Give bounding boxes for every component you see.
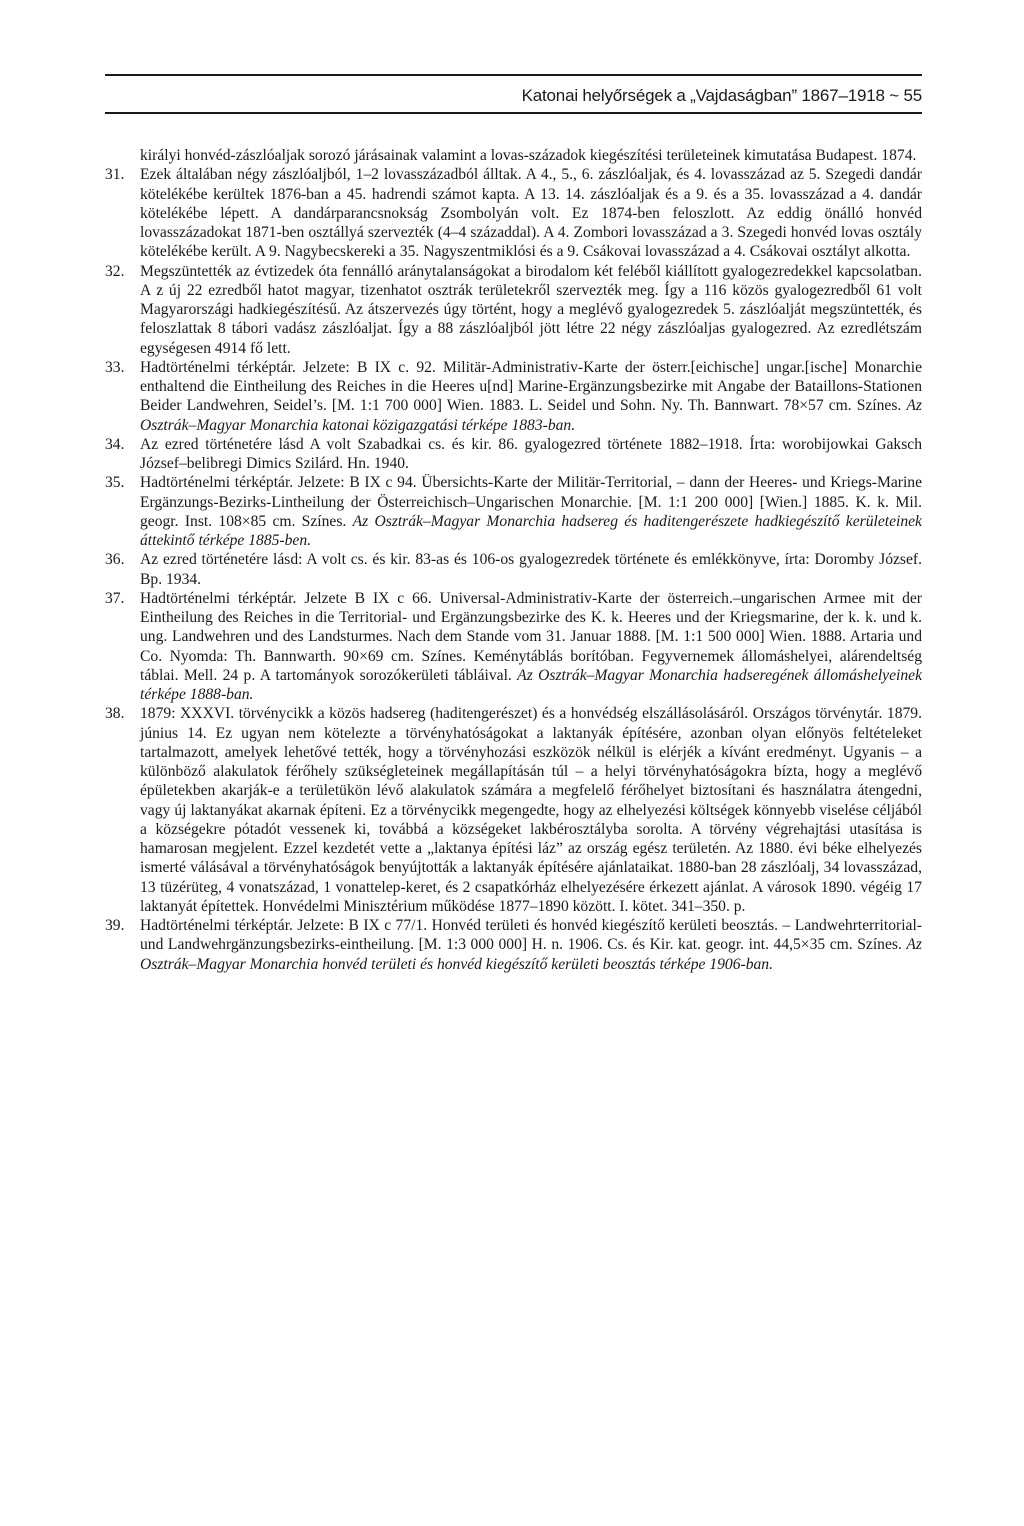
footnote-number: 35.	[105, 474, 125, 492]
footnote-text: 1879: XXXVI. törvénycikk a közös hadsereg (haditengerészet) és a honvédség elszállásolásáról. Országos törvénytár. 1879. június 14. Ez ugyan nem kötelezte a törvényhatóságokat a laktanyák építésére, azonban olyan előnyös feltételeket tartalmazott, amelyek lehetővé tették, hogy a törvényhozási eszközök nélkül is elérjék a kívánt eredményt. Ugyanis – a különböző alakulatok férőhely szükségleteinek megállapításán túl – a helyi törvényhatóságokra bízta, hogy a meglévő épületekben akarják-e a területükön lévő alakulatok számára a megfelelő férőhelyet biztosítani és használatra átengedni, vagy új laktanyákat akarnak építeni. Ez a törvénycikk megengedte, hogy az elhelyezési költségek könnyebb viselése céljából a községekre pótadót vessenek ki, továbbá a községeket lakbérosztályba sorolta. A törvény végrehajtási utasítása is hamarosan megjelent. Ezzel kezdetét vette a „laktanya építési láz” az ország egész területén. Az 1880. évi béke elhelyezés ismerté válásával a törvényhatóságok benyújtották a laktanyák építésére ajánlataikat. 1880-ban 28 zászlóalj, 34 lovasszázad, 13 tüzérüteg, 4 vonatszázad, 1 vonattelep-keret, és 2 csapatkórház elhelyezésére érkezett ajánlat. A városok 1890. végéig 17 laktanyát építettek. Honvédelmi Minisztérium működése 1877–1890 között. I. kötet. 341–350. p.	[140, 705, 922, 915]
footnote-36	[105, 550, 922, 589]
footnote-text: Az ezred történetére lásd A volt Szabadkai cs. és kir. 86. gyalogezred története 1882–1918. Írta: worobijowkai Gaksch József–belibregi Dimics Szilárd. Hn. 1940.	[140, 435, 922, 472]
header-bottom-rule	[105, 112, 922, 114]
footnote-33	[105, 358, 922, 435]
footnote-number: 39.	[105, 917, 125, 934]
footnote-number: 32.	[105, 262, 125, 280]
footnote-34	[105, 435, 922, 474]
footnote-31	[105, 165, 922, 261]
footnote-text: Hadtörténelmi térképtár. Jelzete: B IX c 94. Übersichts-Karte der Militär-Territorial, – dann der Heeres- und Kriegs-Marine Ergänzungs-Bezirks-Lintheilung der Österreichisch–Ungarischen Monarchie. [M. 1:1 200 000] [Wien.] 1885. K. k. Mil. geogr. Inst. 108×85 cm. Színes. Az Osztrák–Magyar Monarchia hadsereg és haditengerészete hadkiegészítő kerületeinek áttekintő térképe 1885-ben.	[140, 474, 922, 549]
footnotes-section	[105, 146, 922, 974]
footnote-number: 33.	[105, 358, 125, 376]
map-title-italic: Az Osztrák–Magyar Monarchia honvéd területi és honvéd kiegészítő kerületi beosztás térképe 1906-ban.	[140, 936, 922, 973]
footnote-text: Hadtörténelmi térképtár. Jelzete: B IX c 77/1. Honvéd területi és honvéd kiegészítő kerületi beosztás. – Landwehrterritorial- und Landwehrgänzungsbezirks-eintheilung. [M. 1:3 000 000] H. n. 1906. Cs. és Kir. kat. geogr. int. 44,5×35 cm. Színes. Az Osztrák–Magyar Monarchia honvéd területi és honvéd kiegészítő kerületi beosztás térképe 1906-ban.	[140, 917, 922, 973]
running-header	[105, 74, 922, 114]
footnote-35	[105, 473, 922, 550]
footnote-32	[105, 262, 922, 358]
footnote-text: Megszüntették az évtizedek óta fennálló aránytalanságokat a birodalom két feléből kiállított gyalogezredekkel kapcsolatban. A z új 22 ezredből hatot magyar, tizenhatot osztrák területekről szervezték meg. Így a 116 közös gyalogezredből 61 volt Magyarországi hadkiegészítésű. Az átszervezés úgy történt, hogy a meglévő gyalogezredek 5. zászlóalját megszüntették, és feloszlattak 8 tábori vadász zászlóaljat. Így a 88 zászlóaljból jött létre 22 négy zászlóaljas gyalogezred. Az ezredlétszám egységesen 4914 fő lett.	[140, 262, 922, 357]
footnote-continuation: királyi honvéd-zászlóaljak sorozó járásainak valamint a lovas-századok kiegészítési területeinek kimutatása Budapest. 1874.	[140, 147, 917, 164]
footnote-number: 37.	[105, 589, 125, 607]
footnote-38	[105, 704, 922, 916]
footnote-39	[105, 916, 922, 974]
footnote-number: 38.	[105, 705, 125, 723]
map-title-italic: Az Osztrák–Magyar Monarchia katonai közigazgatási térképe 1883-ban.	[140, 397, 922, 434]
footnote-37	[105, 589, 922, 705]
map-title-italic: Az Osztrák–Magyar Monarchia hadseregének állomáshelyeinek térképe 1888-ban.	[140, 666, 922, 703]
footnote-number: 36.	[105, 551, 125, 569]
footnote-text: Hadtörténelmi térképtár. Jelzete B IX c 66. Universal-Administrativ-Karte der österreich.–ungarischen Armee mit der Eintheilung des Reiches in die Territorial- und Ergänzungsbezirke des K. k. Heeres und der Kriegsmarine, der k. k. und k. ung. Landwehren und des Landsturmes. Nach dem Stande vom 31. Januar 1888. [M. 1:1 500 000] Wien. 1888. Artaria und Co. Nyomda: Th. Bannwarth. 90×69 cm. Színes. Keménytáblás borítóban. Fegyvernemek állomáshelyei, alárendeltség táblai. Mell. 24 p. A tartományok sorozókerületi tábláival. Az Osztrák–Magyar Monarchia hadseregének állomáshelyeinek térképe 1888-ban.	[140, 589, 922, 703]
footnote-number: 34.	[105, 435, 125, 453]
footnote-number: 31.	[105, 166, 125, 184]
running-title: Katonai helyőrségek a „Vajdaságban” 1867–1918 ~ 55	[521, 86, 922, 105]
map-title-italic: Az Osztrák–Magyar Monarchia hadsereg és haditengerészete hadkiegészítő kerületeinek áttekintő térképe 1885-ben.	[140, 512, 922, 549]
footnote-text: Az ezred történetére lásd: A volt cs. és kir. 83-as és 106-os gyalogezredek története és emlékkönyve, írta: Doromby József. Bp. 1934.	[140, 551, 922, 588]
footnote-text: Ezek általában négy zászlóaljból, 1–2 lovasszázadból álltak. A 4., 5., 6. zászlóaljak, és 4. lovasszázad az 5. Szegedi dandár kötelékébe kerültek 1876-ban a 45. hadrendi számot kapta. A 13. 14. zászlóaljak és a 9. és a 35. lovasszázad a 4. dandár kötelékébe lépett. A dandárparancsnokság Zsombolyán volt. Ez 1874-ben feloszlott. Az eddig önálló honvéd lovasszázadokat 1871-ben osztállyá szervezték (4–4 századdal). A 4. Zombori lovasszázad a 3. Szegedi honvéd lovas osztály kötelékébe került. A 9. Nagybecskereki a 35. Nagyszentmiklósi és a 9. Csákovai lovasszázad a 4. Csákovai osztályt alkotta.	[140, 166, 922, 261]
footnote-text: Hadtörténelmi térképtár. Jelzete: B IX c. 92. Militär-Administrativ-Karte der österr.[eichische] ungar.[ische] Monarchie enthaltend die Eintheilung des Reiches in die Heeres u[nd] Marine-Ergänzungsbezirke mit Angabe der Bataillons-Stationen Beider Landwehren, Seidel’s. [M. 1:1 700 000] Wien. 1883. L. Seidel und Sohn. Ny. Th. Bannwart. 78×57 cm. Színes. Az Osztrák–Magyar Monarchia katonai közigazgatási térképe 1883-ban.	[140, 358, 922, 434]
